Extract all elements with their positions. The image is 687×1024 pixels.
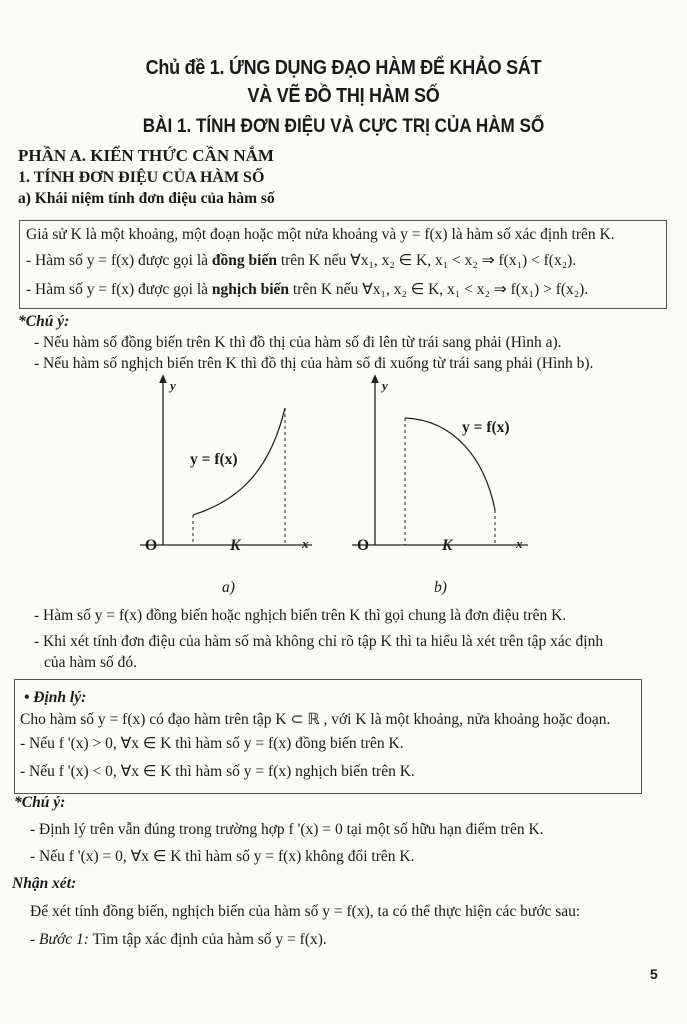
figure-b-decreasing (352, 378, 528, 545)
remark-item: của hàm số đó. (44, 654, 137, 671)
x-label: x (516, 536, 523, 551)
note-heading: *Chú ý: (14, 794, 66, 811)
k-label: K (230, 537, 241, 554)
figure-caption: a) (222, 579, 235, 596)
origin-label: O (357, 537, 370, 554)
chapter-title-line2: VÀ VẼ ĐỒ THỊ HÀM SỐ (247, 85, 440, 107)
figure-caption: b) (434, 579, 447, 596)
part-heading: PHẦN A. KIẾN THỨC CẦN NẮM (18, 146, 274, 165)
function-label: y = f(x) (190, 451, 238, 468)
subsection-heading: a) Khái niệm tính đơn điệu của hàm số (18, 190, 275, 207)
y-label: y (170, 378, 176, 393)
text: trên K nếu ∀x₁, x₂ ∈ K, x₁ < x₂ ⇒ f(x₁) < f(x₂). (276, 252, 577, 269)
page-number: 5 (650, 966, 658, 982)
chapter-title: Chủ đề 1. ỨNG DỤNG ĐẠO HÀM ĐỂ KHẢO SÁT (145, 57, 542, 79)
note-item: - Định lý trên vẫn đúng trong trường hợp f '(x) = 0 tại một số hữu hạn điểm trên K. (30, 821, 544, 838)
origin-label: O (145, 537, 158, 554)
note-item: - Nếu hàm số đồng biến trên K thì đồ thị của hàm số đi lên từ trái sang phải (Hình a). (34, 334, 562, 351)
observation-heading: Nhận xét: (12, 875, 77, 892)
observation-intro: Để xét tính đồng biến, nghịch biến của hàm số y = f(x), ta có thể thực hiện các bước sau: (30, 903, 581, 920)
step-text: Tìm tập xác định của hàm số y = f(x). (88, 931, 327, 948)
term-increasing: đồng biến (211, 252, 277, 269)
note-item: - Nếu hàm số nghịch biến trên K thì đồ thị của hàm số đi xuống từ trái sang phải (Hình b). (34, 355, 594, 372)
lesson-title: BÀI 1. TÍNH ĐƠN ĐIỆU VÀ CỰC TRỊ CỦA HÀM SỐ (142, 116, 545, 137)
text: - Hàm số y = f(x) được gọi là (26, 252, 212, 269)
step-label: - Bước 1: (30, 931, 89, 948)
note-heading: *Chú ý: (18, 313, 70, 330)
y-label: y (382, 378, 388, 393)
note-item: - Nếu f '(x) = 0, ∀x ∈ K thì hàm số y = f(x) không đổi trên K. (30, 848, 415, 865)
function-label: y = f(x) (462, 419, 510, 436)
section-heading: 1. TÍNH ĐƠN ĐIỆU CỦA HÀM SỐ (18, 169, 265, 186)
text: - Hàm số y = f(x) được gọi là (26, 281, 212, 298)
k-label: K (442, 537, 453, 554)
definition-intro: Giả sử K là một khoảng, một đoạn hoặc một nửa khoảng và y = f(x) là hàm số xác định trên K. (26, 226, 615, 243)
x-label: x (302, 536, 309, 551)
theorem-heading: • Định lý: (24, 689, 87, 706)
theorem-intro: Cho hàm số y = f(x) có đạo hàm trên tập K ⊂ ℝ , với K là một khoảng, nửa khoảng hoặc đoạn. (20, 711, 611, 728)
remark-item: - Khi xét tính đơn điệu của hàm số mà không chỉ rõ tập K thì ta hiểu là xét trên tập xác định (34, 633, 604, 650)
theorem-item: - Nếu f '(x) > 0, ∀x ∈ K thì hàm số y = f(x) đồng biến trên K. (20, 735, 404, 752)
definition-increasing (26, 251, 576, 271)
term-decreasing: nghịch biến (211, 281, 290, 298)
monotonic-figures (0, 370, 687, 605)
definition-decreasing (26, 280, 588, 300)
observation-step (30, 930, 327, 950)
theorem-item: - Nếu f '(x) < 0, ∀x ∈ K thì hàm số y = f(x) nghịch biến trên K. (20, 763, 415, 780)
text: trên K nếu ∀x₁, x₂ ∈ K, x₁ < x₂ ⇒ f(x₁) > f(x₂). (289, 281, 589, 298)
remark-item: - Hàm số y = f(x) đồng biến hoặc nghịch biến trên K thì gọi chung là đơn điệu trên K. (34, 607, 567, 624)
